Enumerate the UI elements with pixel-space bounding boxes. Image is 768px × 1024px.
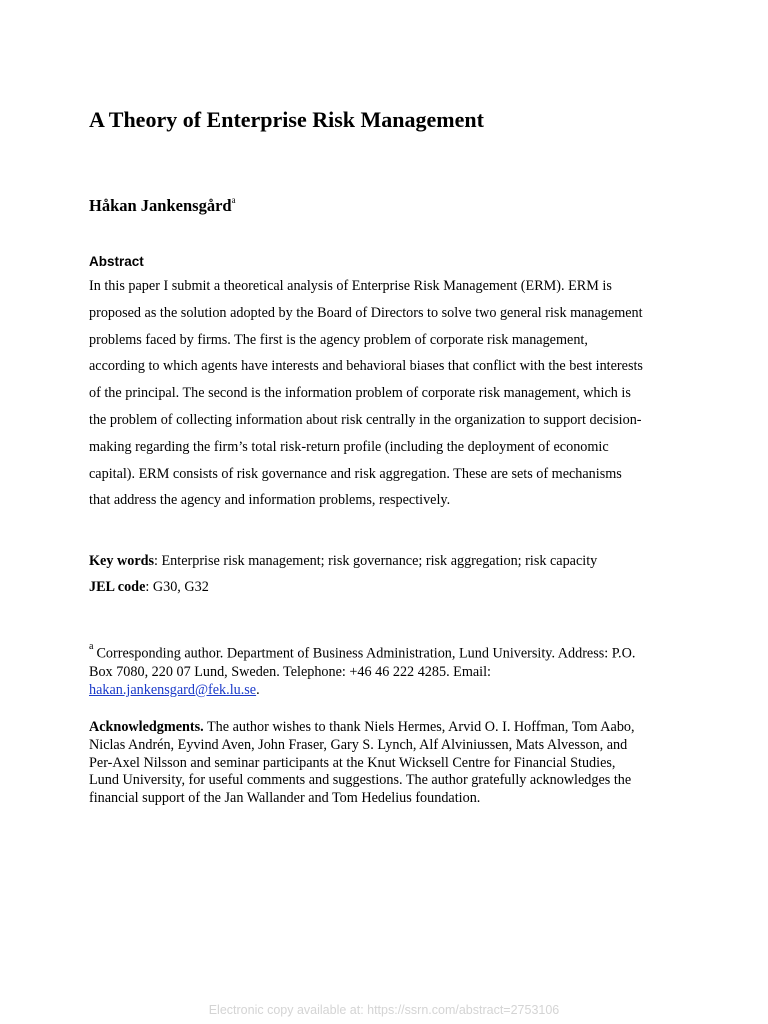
footnote-marker: a bbox=[89, 641, 94, 652]
acknowledgments-line: Per-Axel Nilsson and seminar participants at the Knut Wicksell Centre for Financial Studies, bbox=[89, 754, 616, 771]
keywords-label: Key words bbox=[89, 553, 155, 569]
ssrn-watermark: Electronic copy available at: https://ssrn.com/abstract=2753106 bbox=[208, 1003, 560, 1017]
keywords-value: : Enterprise risk management; risk governance; risk aggregation; risk capacity bbox=[154, 553, 598, 569]
footnote-text: Corresponding author. Department of Business Administration, Lund University. Address: P.O. bbox=[96, 645, 636, 662]
footnote-line bbox=[89, 681, 689, 699]
abstract-line: problems faced by firms. The first is the agency problem of corporate risk management, bbox=[89, 331, 588, 348]
email-link[interactable]: hakan.jankensgard@fek.lu.se bbox=[89, 681, 257, 698]
jel-code-value: : G30, G32 bbox=[145, 579, 209, 595]
footnote-line: Box 7080, 220 07 Lund, Sweden. Telephone: +46 46 222 4285. Email: bbox=[89, 663, 491, 680]
abstract-line: that address the agency and information problems, respectively. bbox=[89, 492, 451, 509]
footnote-line bbox=[89, 641, 689, 663]
acknowledgments-line: Niclas Andrén, Eyvind Aven, John Fraser, Gary S. Lynch, Alf Alviniussen, Mats Alvesson, and bbox=[89, 736, 628, 753]
acknowledgments-label: Acknowledgments. bbox=[89, 719, 204, 735]
author-footnote-marker: a bbox=[231, 194, 236, 205]
abstract-line: making regarding the firm’s total risk-return profile (including the deployment of economic bbox=[89, 438, 609, 455]
jel-code-label: JEL code bbox=[89, 579, 146, 595]
acknowledgments-line: Lund University, for useful comments and suggestions. The author gratefully acknowledges the bbox=[89, 772, 632, 789]
abstract-line: of the principal. The second is the information problem of corporate risk management, which is bbox=[89, 385, 631, 402]
acknowledgments-text: The author wishes to thank Niels Hermes, Arvid O. I. Hoffman, Tom Aabo, bbox=[203, 719, 635, 735]
acknowledgments bbox=[89, 719, 689, 808]
abstract-heading: Abstract bbox=[89, 254, 144, 269]
abstract-body bbox=[89, 273, 689, 514]
author-name: Håkan Jankensgård bbox=[89, 196, 232, 215]
abstract-line: In this paper I submit a theoretical analysis of Enterprise Risk Management (ERM). ERM is bbox=[89, 278, 612, 294]
abstract-line: capital). ERM consists of risk governance and risk aggregation. These are sets of mechanisms bbox=[89, 465, 622, 482]
corresponding-author-footnote bbox=[89, 641, 689, 699]
acknowledgments-line: financial support of the Jan Wallander and Tom Hedelius foundation. bbox=[89, 790, 481, 807]
abstract-line: the problem of collecting information about risk centrally in the organization to support decision- bbox=[89, 411, 642, 428]
email-suffix: . bbox=[256, 681, 260, 698]
paper-title: A Theory of Enterprise Risk Management bbox=[89, 107, 484, 132]
abstract-line: according to which agents have interests and behavioral biases that conflict with the best interests bbox=[89, 358, 643, 375]
author-line bbox=[89, 196, 236, 216]
jel-code-line bbox=[89, 579, 209, 596]
abstract-line: proposed as the solution adopted by the Board of Directors to solve two general risk management bbox=[89, 304, 643, 321]
keywords-line bbox=[89, 553, 597, 570]
acknowledgments-line bbox=[89, 719, 689, 737]
